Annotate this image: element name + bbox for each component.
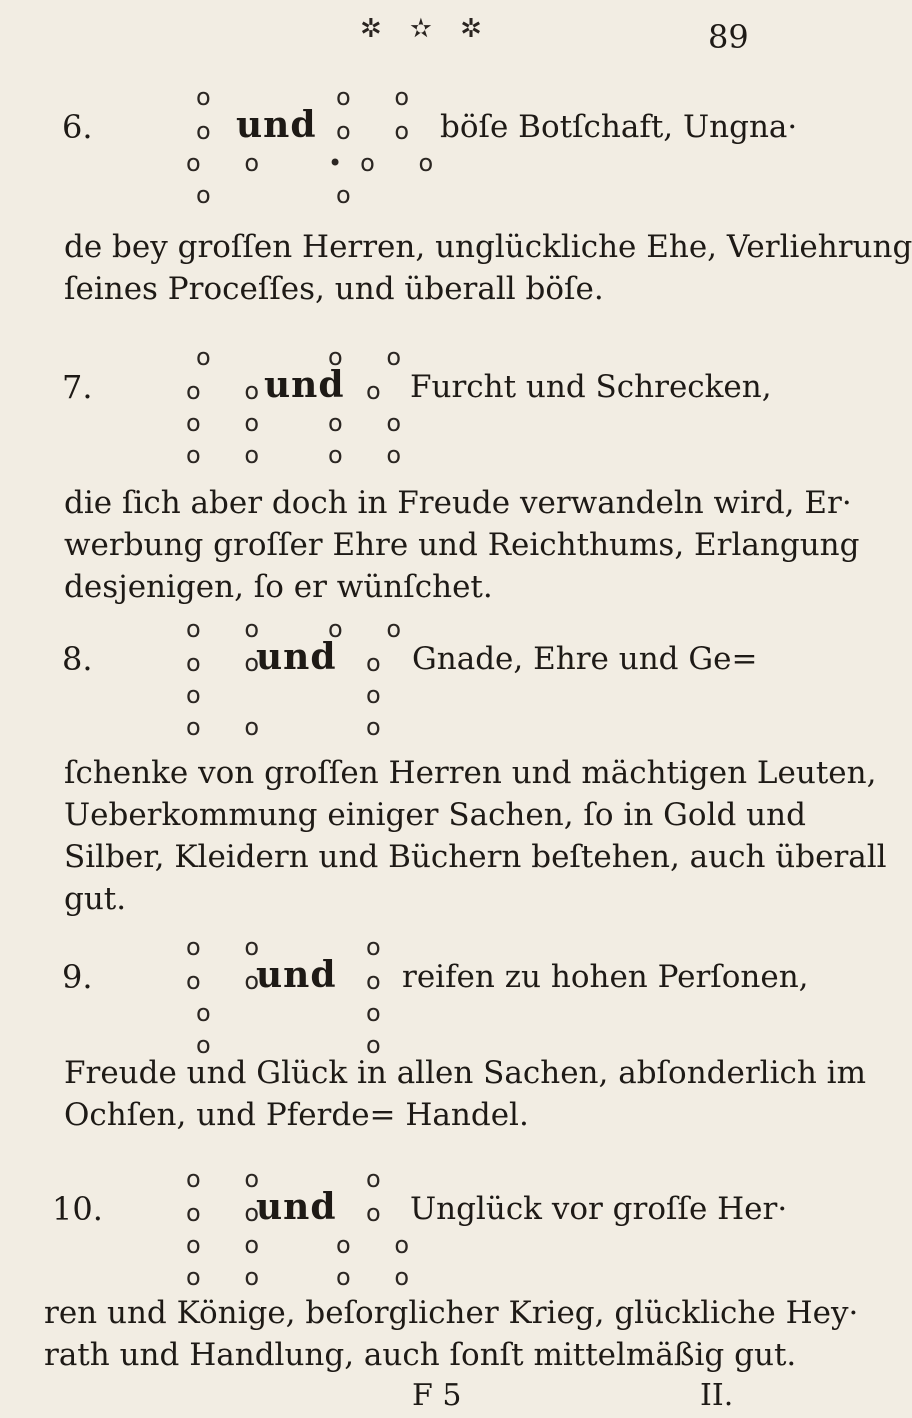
text-line: de bey groſſen Herren, unglückliche Ehe, Verliehrung <box>64 229 912 265</box>
entry-meaning-inline: reifen zu hohen Perſonen, <box>402 959 809 995</box>
page-footer <box>0 1378 800 1414</box>
dots-right-row2: o o <box>336 117 427 145</box>
dots-right-row2: o <box>366 377 399 405</box>
dots-right-row3: o o <box>328 409 419 437</box>
entry-number: 6. <box>62 108 93 146</box>
entry-number: 10. <box>52 1190 103 1228</box>
dots-right-row3: o o <box>336 1231 427 1259</box>
dots-right-row3: o <box>366 999 399 1027</box>
dots-right-row3: •o o <box>328 149 452 177</box>
conjunction-und: und <box>236 104 317 146</box>
dots-left-row1: o o <box>186 615 277 643</box>
text-line: desjenigen, ſo er wünſchet. <box>64 569 493 605</box>
dots-left-row4: o o <box>186 713 277 741</box>
text-line: ren und Könige, beſorglicher Krieg, glückliche Hey· <box>44 1295 859 1331</box>
dots-left-row4: o o <box>186 441 277 469</box>
entry-9-text <box>64 1052 866 1136</box>
dots-left-row4: o o <box>186 1263 277 1291</box>
text-line: gut. <box>64 881 127 917</box>
text-line: ſchenke von groſſen Herren und mächtigen Leuten, <box>64 755 877 791</box>
dots-left-row2: o <box>196 117 229 145</box>
dots-left-row3: o <box>186 681 219 709</box>
dots-left-row1: o <box>196 343 229 371</box>
conjunction-und: und <box>256 954 337 996</box>
text-line: Silber, Kleidern und Büchern beſtehen, auch überall <box>64 839 887 875</box>
dots-right-row1: o o <box>328 615 419 643</box>
page-number: 89 <box>708 18 749 56</box>
conjunction-und: und <box>256 636 337 678</box>
signature-mark: F 5 <box>412 1378 462 1413</box>
text-line: Ochſen, und Pferde= Handel. <box>64 1097 529 1133</box>
text-line: werbung groſſer Ehre und Reichthums, Erlangung <box>64 527 860 563</box>
dots-left-row3: o o <box>186 1231 277 1259</box>
dots-right-row2: o <box>366 967 399 995</box>
text-line: Ueberkommung einiger Sachen, ſo in Gold und <box>64 797 806 833</box>
entry-8-text <box>64 752 887 920</box>
entry-number: 7. <box>62 368 93 406</box>
dots-right-row2: o <box>366 1199 399 1227</box>
dots-right-row4: o o <box>328 441 419 469</box>
dots-right-row4: o o <box>336 1263 427 1291</box>
entry-meaning-inline: böſe Botſchaft, Ungna· <box>440 109 798 145</box>
entry-meaning-inline: Furcht und Schrecken, <box>410 369 772 405</box>
page-header <box>0 12 800 56</box>
dots-left-row1: o o <box>186 1165 277 1193</box>
text-line: Freude und Glück in allen Sachen, abſonderlich im <box>64 1055 866 1091</box>
entry-7-text <box>64 482 860 608</box>
dots-left-row2: o o <box>186 967 277 995</box>
entry-number: 8. <box>62 640 93 678</box>
dots-right-row2: o <box>366 649 399 677</box>
dots-left-row2: o o <box>186 1199 277 1227</box>
entry-number: 9. <box>62 958 93 996</box>
text-line: rath und Handlung, auch ſonſt mittelmäßig gut. <box>44 1337 797 1373</box>
dots-right-row4: o <box>366 1031 399 1059</box>
header-ornament: ✲ ✫ ✲ <box>360 14 492 44</box>
entry-meaning-inline: Gnade, Ehre und Ge= <box>412 641 758 677</box>
entry-10-text <box>44 1292 859 1376</box>
dots-left-row3: o o <box>186 149 277 177</box>
dots-left-row2: o o <box>186 649 277 677</box>
text-line: die ſich aber doch in Freude verwandeln wird, Er· <box>64 485 852 521</box>
dots-right-row4: o <box>336 181 369 209</box>
entry-meaning-inline: Unglück vor groſſe Her· <box>410 1191 788 1227</box>
dots-left-row4: o <box>196 181 229 209</box>
dots-left-row1: o <box>196 83 229 111</box>
text-line: ſeines Proceſſes, und überall böſe. <box>64 271 604 307</box>
conjunction-und: und <box>264 364 345 406</box>
dots-left-row1: o o <box>186 933 277 961</box>
dots-right-row1: o o <box>336 83 427 111</box>
conjunction-und: und <box>256 1186 337 1228</box>
entry-6-text <box>64 226 912 310</box>
dots-right-row1: o <box>366 933 399 961</box>
dots-right-row4: o <box>366 713 399 741</box>
dots-left-row4: o <box>196 1031 229 1059</box>
dots-right-row1: o o <box>328 343 419 371</box>
catchword: II. <box>700 1378 734 1413</box>
dots-left-row3: o <box>196 999 229 1027</box>
dots-right-row3: o <box>366 681 399 709</box>
dots-right-row1: o <box>366 1165 399 1193</box>
dots-left-row3: o o <box>186 409 277 437</box>
dots-left-row2: o o <box>186 377 277 405</box>
